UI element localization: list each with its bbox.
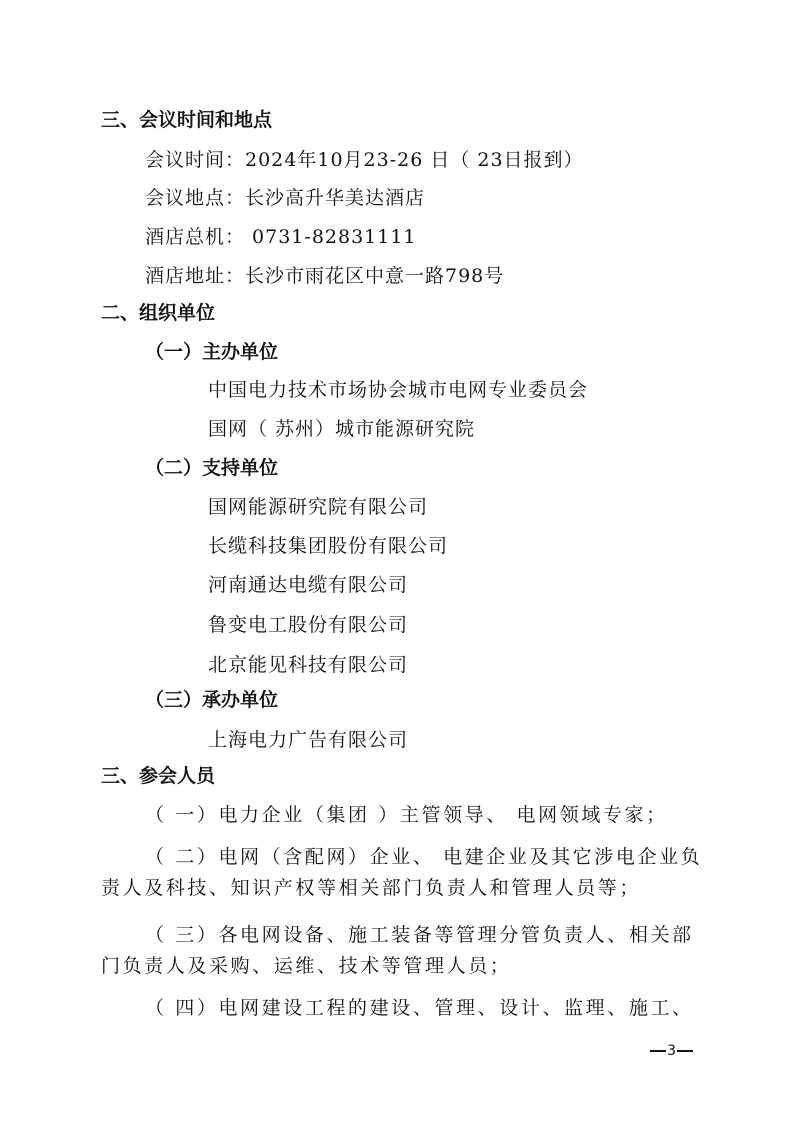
attendee-paragraph: （ 二）电网（含配网）企业、 电建企业及其它涉电企业负 bbox=[145, 846, 703, 868]
meeting-venue: 会议地点：长沙高升华美达酒店 bbox=[145, 187, 426, 209]
attendee-paragraph: （ 四）电网建设工程的建设、管理、设计、监理、施工、 bbox=[145, 997, 694, 1019]
page-number-dash-right bbox=[677, 1050, 693, 1052]
attendee-paragraph: （ 三）各电网设备、施工装备等管理分管负责人、相关部 bbox=[145, 924, 694, 946]
subheading-support: （二）支持单位 bbox=[145, 457, 279, 479]
support-item: 国网能源研究院有限公司 bbox=[208, 496, 429, 518]
support-item: 长缆科技集团股份有限公司 bbox=[208, 535, 449, 557]
support-item: 鲁变电工股份有限公司 bbox=[208, 614, 409, 636]
meeting-time: 会议时间：2024年10月23-26 日（ 23日报到） bbox=[145, 149, 584, 171]
attendee-paragraph: （ 一）电力企业（集团 ）主管领导、 电网领域专家； bbox=[145, 804, 668, 826]
page-number-value: 3 bbox=[667, 1043, 676, 1059]
attendee-paragraph-continued: 责人及科技、知识产权等相关部门负责人和管理人员等； bbox=[101, 877, 642, 899]
hotel-phone: 酒店总机： 0731-82831111 bbox=[145, 226, 417, 248]
page-number-dash-left bbox=[650, 1050, 666, 1052]
section-heading-time-place: 三、会议时间和地点 bbox=[101, 109, 273, 131]
section-heading-attendees: 三、参会人员 bbox=[101, 765, 216, 787]
support-item: 河南通达电缆有限公司 bbox=[208, 574, 409, 596]
support-item: 北京能见科技有限公司 bbox=[208, 654, 409, 676]
host-item: 国网（ 苏州）城市能源研究院 bbox=[208, 418, 476, 440]
subheading-host: （一）主办单位 bbox=[145, 341, 279, 363]
organizer-item: 上海电力广告有限公司 bbox=[208, 729, 409, 751]
attendee-paragraph-continued: 门负责人及采购、运维、技术等管理人员； bbox=[101, 955, 512, 977]
section-heading-organizers: 二、组织单位 bbox=[101, 302, 216, 324]
subheading-organizer: （三）承办单位 bbox=[145, 689, 279, 711]
page-number bbox=[649, 1043, 694, 1059]
host-item: 中国电力技术市场协会城市电网专业委员会 bbox=[208, 379, 589, 401]
hotel-address: 酒店地址：长沙市雨花区中意一路798号 bbox=[145, 265, 505, 287]
